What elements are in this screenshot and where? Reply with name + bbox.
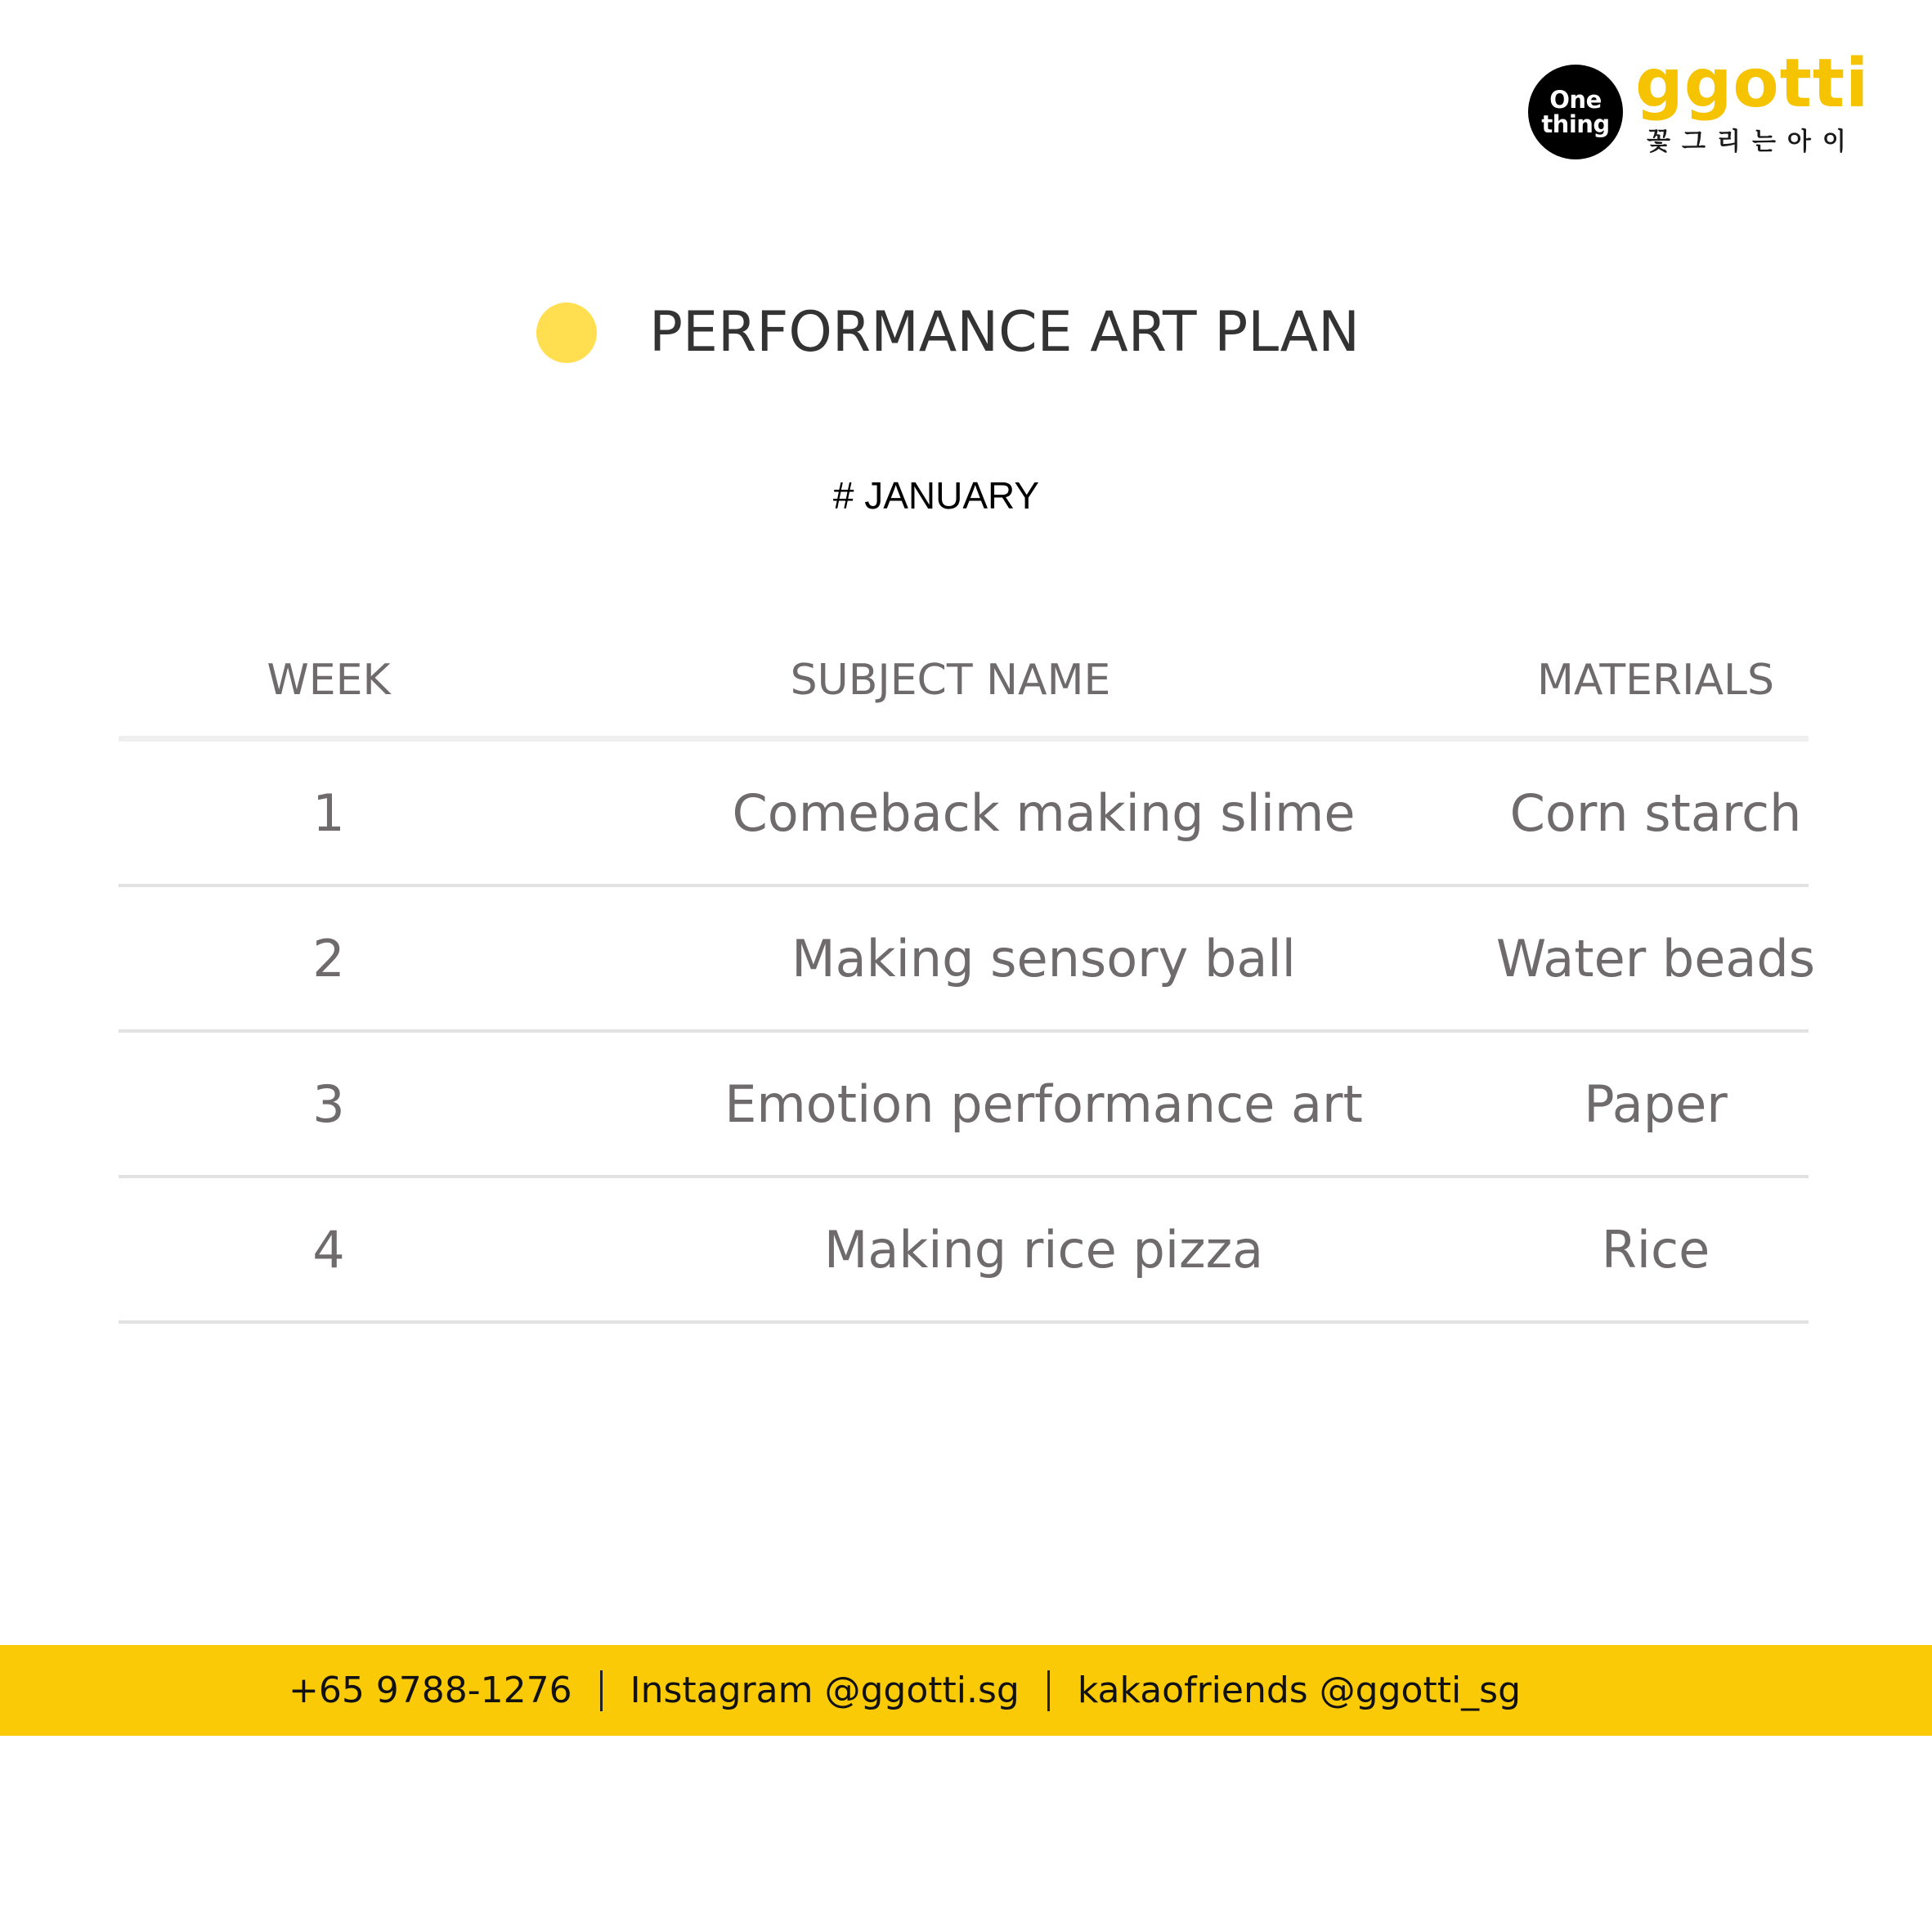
instagram-handle: Instagram @ggotti.sg	[630, 1670, 1020, 1711]
brand-logo	[1526, 45, 1876, 165]
table-row	[119, 887, 1816, 1033]
one-thing-badge	[1528, 65, 1623, 159]
logo-wordmark: ggotti	[1635, 45, 1870, 123]
column-header-week: WEEK	[267, 656, 391, 705]
divider	[600, 1670, 603, 1711]
materials-cell: Water beads	[1495, 928, 1816, 988]
materials-cell: Rice	[1601, 1219, 1710, 1280]
materials-cell: Corn starch	[1509, 782, 1802, 843]
plan-table	[119, 638, 1816, 1324]
materials-cell: Paper	[1584, 1074, 1728, 1134]
contact-footer	[0, 1645, 1932, 1736]
week-cell: 4	[312, 1219, 345, 1280]
table-row	[119, 742, 1809, 887]
subject-cell: Making rice pizza	[823, 1219, 1264, 1280]
badge-line-2: thing	[1541, 110, 1610, 138]
page-title: PERFORMANCE ART PLAN	[649, 300, 1360, 365]
week-cell: 2	[312, 928, 345, 988]
week-cell: 3	[312, 1074, 345, 1134]
table-row	[119, 1178, 1809, 1324]
badge-line-1: One	[1549, 86, 1602, 114]
title-bullet-dot	[536, 303, 597, 363]
table-header	[119, 638, 1809, 742]
column-header-subject-name: SUBJECT NAME	[790, 656, 1111, 705]
week-cell: 1	[312, 782, 345, 843]
contact-list	[289, 1670, 1521, 1711]
divider	[1047, 1670, 1050, 1711]
subject-cell: Emotion performance art	[724, 1074, 1363, 1134]
table-row	[119, 1033, 1809, 1178]
month-label: # JANUARY	[832, 474, 1040, 517]
column-header-materials: MATERIALS	[1536, 656, 1775, 705]
kakao-handle: kakaofriends @ggotti_sg	[1077, 1670, 1522, 1711]
subject-cell: Making sensory ball	[791, 928, 1296, 988]
phone-number: +65 9788-1276	[288, 1670, 572, 1711]
subject-cell: Comeback making slime	[732, 782, 1356, 843]
logo-korean-tagline: 꽃그리는아이	[1647, 128, 1858, 156]
